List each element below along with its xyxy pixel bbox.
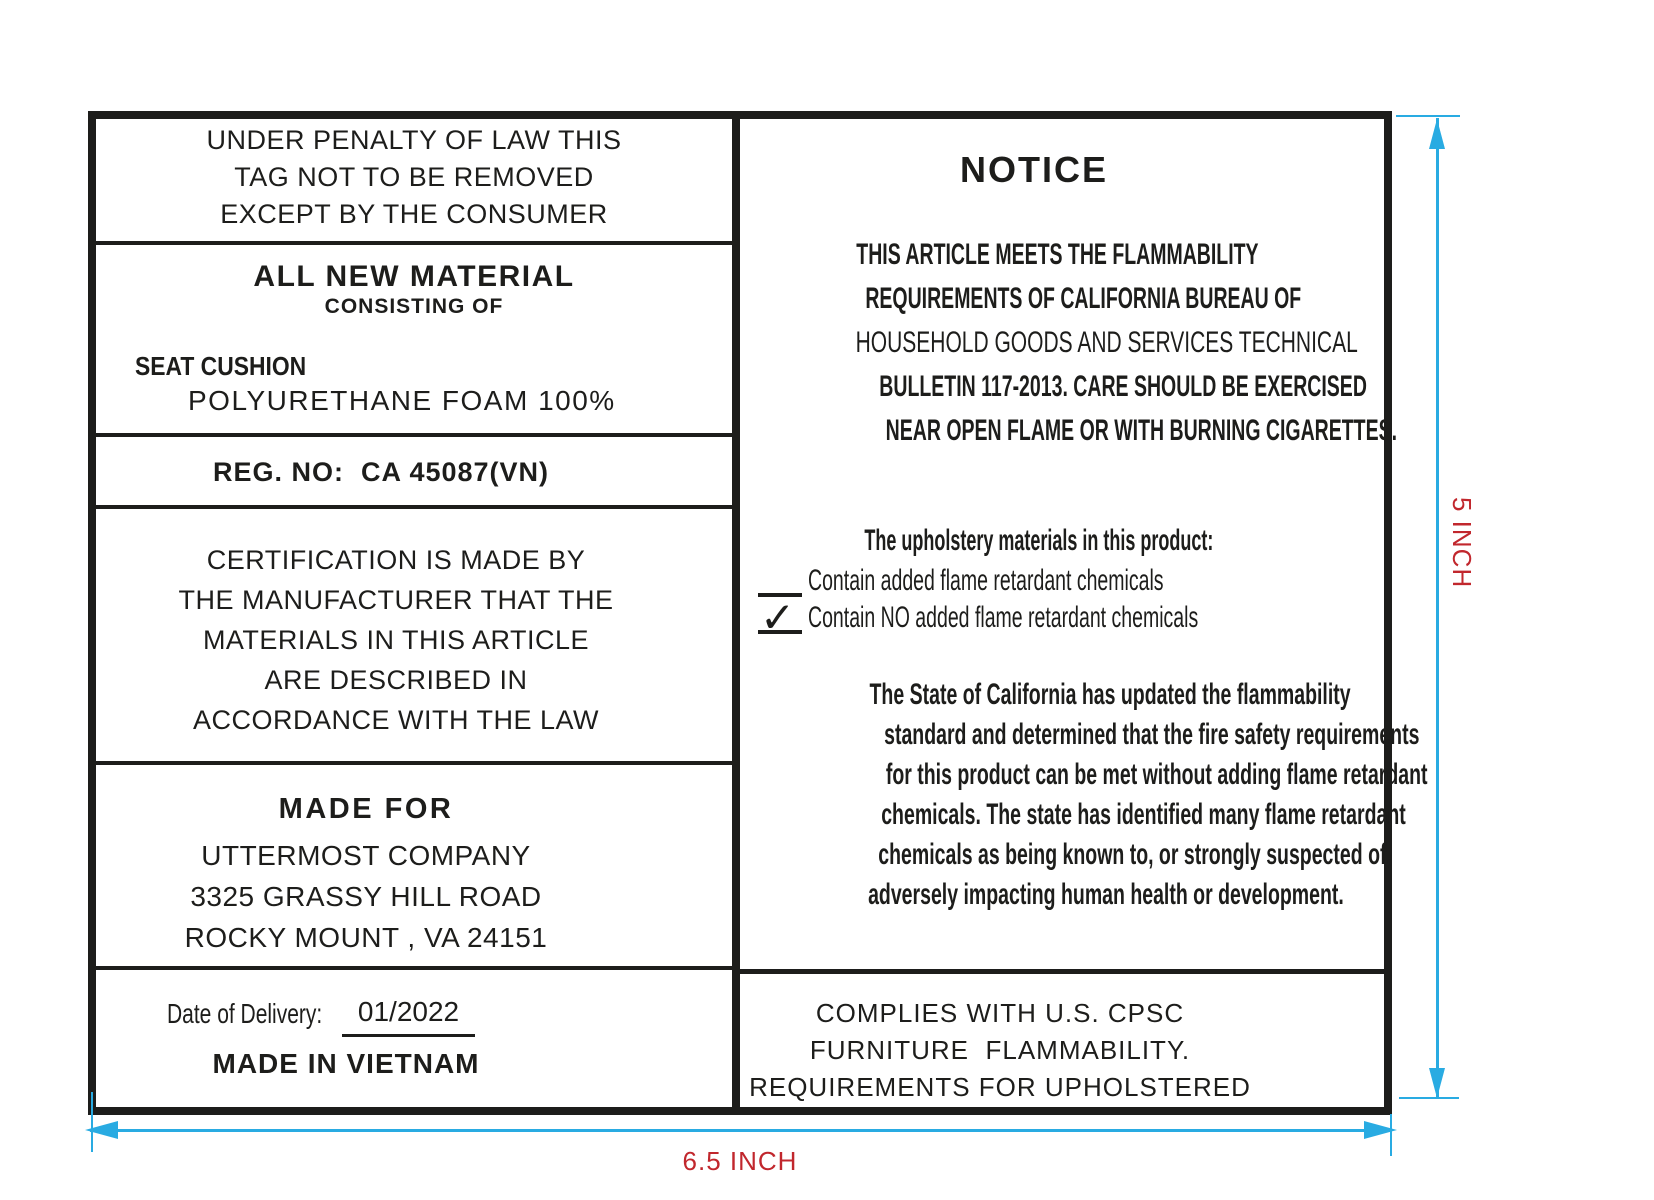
penalty-line: UNDER PENALTY OF LAW THIS [206,125,622,155]
update-line-text: standard and determined that the fire safety requirements [884,718,1420,751]
width-dimension-tick-left [91,1092,93,1152]
certification-line: MATERIALS IN THIS ARTICLE [202,625,590,655]
update-line [740,675,1351,715]
upholstery-option-label [808,602,1408,634]
notice-line-text: THIS ARTICLE MEETS THE FLAMMABILITY [856,238,1259,271]
notice-line-text: BULLETIN 117-2013. CARE SHOULD BE EXERCISED [879,370,1367,403]
registration-number: REG. NO: CA 45087(VN) [212,457,550,487]
material-component [135,351,330,382]
certification-line: ARE DESCRIBED IN [264,665,528,695]
material-composition: POLYURETHANE FOAM 100% [188,385,616,416]
certification-section [96,540,696,740]
notice-line [748,233,1318,277]
divider-madefor [96,966,732,970]
notice-paragraph [748,233,1398,453]
arrow-right-icon [1364,1121,1397,1139]
upholstery-option-unchecked [758,565,1355,597]
upholstery-option-checked [758,594,1408,641]
notice-line [748,409,1398,453]
notice-line-text: HOUSEHOLD GOODS AND SERVICES TECHNICAL [855,326,1358,359]
delivery-date-label-text: Date of Delivery: [167,998,323,1029]
notice-line [748,365,1367,409]
update-line [740,795,1406,835]
delivery-date-value: 01/2022 [342,996,475,1037]
material-subheading: CONSISTING OF [324,295,504,318]
divider-notice [740,969,1384,974]
update-line-text: chemicals. The state has identified many flame retardant [881,798,1406,831]
certification-line: ACCORDANCE WITH THE LAW [192,705,600,735]
certification-line: THE MANUFACTURER THAT THE [178,585,614,615]
california-update-paragraph [740,675,1428,915]
blank-checkline-icon [758,565,802,597]
upholstery-option-text: Contain added flame retardant chemicals [808,564,1164,597]
update-line-text: chemicals as being known to, or strongly suspected of, [878,838,1392,871]
height-dimension-tick-top [1396,115,1460,117]
compliance-line: COMPLIES WITH U.S. CPSC [815,998,1185,1028]
divider-certification [96,761,732,765]
height-dimension-line [1436,118,1439,1099]
update-line [740,715,1420,755]
notice-line-text: REQUIREMENTS OF CALIFORNIA BUREAU OF [865,282,1302,315]
update-line [740,755,1428,795]
made-for-heading: MADE FOR [278,793,454,825]
notice-line-text: NEAR OPEN FLAME OR WITH BURNING CIGARETTES. [885,414,1398,447]
width-dimension-label: 6.5 INCH [682,1146,798,1176]
height-dimension-label: 5 INCH [1447,497,1477,589]
height-dimension-tick-bottom [1399,1097,1459,1099]
update-line [740,835,1392,875]
compliance-line: FURNITURE FLAMMABILITY. [809,1035,1191,1065]
cpsc-compliance-section [740,995,1260,1106]
notice-line [748,321,1358,365]
upholstery-heading [748,524,1318,558]
update-line-text: adversely impacting human health or development. [868,878,1344,911]
width-dimension-tick-right [1390,1114,1392,1156]
upholstery-heading-text: The upholstery materials in this product: [864,524,1214,557]
update-line-text: The State of California has updated the flammability [869,678,1351,711]
arrow-down-icon [1429,1068,1445,1098]
made-for-address2: ROCKY MOUNT , VA 24151 [184,922,548,953]
checked-checkline-icon [758,594,802,641]
penalty-section [96,122,732,233]
compliance-line: REQUIREMENTS FOR UPHOLSTERED [749,1072,1251,1102]
arrow-left-icon [85,1121,118,1139]
made-for-address1: 3325 GRASSY HILL ROAD [190,881,542,912]
arrow-up-icon [1429,119,1445,149]
notice-title: NOTICE [959,149,1108,190]
material-heading: ALL NEW MATERIAL [253,260,575,293]
material-component-text: SEAT CUSHION [135,351,307,381]
made-for-section [96,835,636,958]
notice-line [748,277,1318,321]
divider-material [96,433,732,437]
update-line [740,875,1344,915]
update-line-text: for this product can be met without adding flame retardant [885,758,1428,791]
upholstery-option-label [808,565,1355,597]
country-of-origin: MADE IN VIETNAM [212,1048,480,1079]
upholstery-option-text: Contain NO added flame retardant chemicals [808,601,1199,634]
penalty-line: EXCEPT BY THE CONSUMER [220,199,608,229]
divider-regno [96,505,732,509]
divider-penalty [96,241,732,245]
made-for-company: UTTERMOST COMPANY [201,840,531,871]
width-dimension-line [90,1129,1390,1132]
checkmark-icon: ✓ [760,594,796,641]
certification-line: CERTIFICATION IS MADE BY [206,545,586,575]
penalty-line: TAG NOT TO BE REMOVED [234,162,594,192]
column-divider [732,111,740,1115]
